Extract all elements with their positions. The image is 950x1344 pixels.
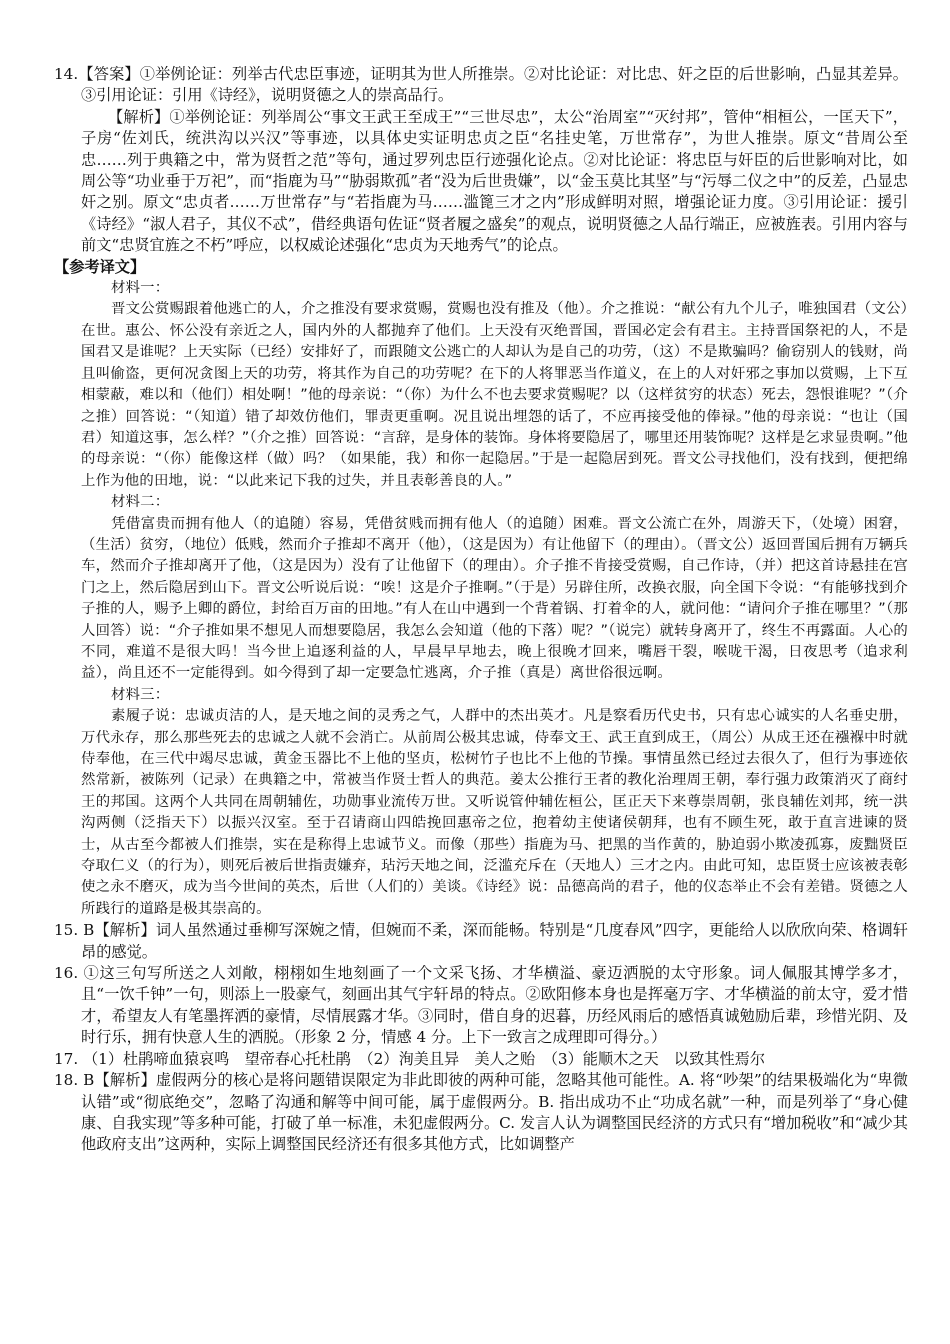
material-1-title: 材料一： xyxy=(111,280,170,297)
q15-answer: 15. B【解析】词人虽然通过垂柳写深婉之情，但婉而不柔，深而能畅。特别是“几度春风”四字，更能给人以欣欣向荣、格调轩昂的感觉。 xyxy=(54,921,908,961)
q14-answer: 14.【答案】①举例论证：列举古代忠臣事迹，证明其为世人所推崇。②对比论证：对比忠、奸之臣的后世影响，凸显其差异。③引用论证：引用《诗经》，说明贤德之人的崇高品行。 xyxy=(54,65,908,105)
q14-analysis: 【解析】①举例论证：列举周公“事文王武王至成王”“三世尽忠”，太公“治周室”“灭纣邦”，管仲“相桓公，一匡天下”，子房“佐刘氏，统洪沟以兴汉”等事迹，以具体史实证明忠贞之臣“名挂史笔，万世常存”，为世人推崇。原文“昔周公至忠……列于典籍之中，常为贤哲之范”等句，通过罗列忠臣行迹强化论点。②对比论证：将忠臣与奸臣的后世影响对比，如周公等“功业垂于万祀”，而“指鹿为马”“胁弱欺孤”者“没为后世贵嫌”，以“金玉莫比其坚”与“污辱二仪之中”的反差，凸显忠奸之别。原文“忠贞者……万世常存”与“若指鹿为马……滥篦三才之内”形成鲜明对照，增强论证力度。③引用论证：援引《诗经》“淑人君子，其仪不忒”，借经典语句佐证“贤者履之盛矣”的观点，说明贤德之人品行端正，应被旌表。引用内容与前文“忠贤宜旌之不朽”呼应，以权威论述强化“忠贞为天地秀气”的论点。 xyxy=(81,107,908,255)
material-3-title: 材料三： xyxy=(111,686,170,703)
material-3-text: 素履子说：忠诚贞洁的人，是天地之间的灵秀之气，人群中的杰出英才。凡是察看历代史书，只有忠心诚实的人名垂史册，万代永存，那么那些死去的忠诚之人就不会消亡。从前周公极其忠诚，侍奉文王、武王直到成王，（周公）从成王还在襁褓中时就侍奉他，在三代中竭尽忠诚，黄金玉器比不上他的坚贞，松树竹子也比不上他的节操。事情虽然已经过去很久了，但行为事迹依然常新，被陈列（记录）在典籍之中，常被当作贤士哲人的典范。姜太公推行王者的教化治理周王朝，奉行强力政策消灭了商纣王的邦国。这两个人共同在周朝辅佐，功勋事业流传万世。又听说管仲辅佐桓公，匡正天下来尊崇周朝，张良辅佐刘邦，统一洪沟两侧（泛指天下）以振兴汉室。至于召请商山四皓挽回惠帝之位，抱着幼主使诸侯朝拜，也有不顾生死，敢于直言进谏的贤士，从古至今都被人们推崇，实在是称得上忠诚节义。而像（那些）指鹿为马、把黑的当作黄的，胁迫弱小欺凌孤寡，废黜贤臣夺取仁义（的行为），则死后被后世指责嫌弃，玷污天地之间，泛滥充斥在（天地人）三才之内。由此可知，忠臣贤士应该被表彰使之永不磨灭，成为当今世间的英杰，后世（人们的）美谈。《诗经》说：品德高尚的君子，他的仪态举止不会有差错。贤德之人所践行的道路是极其崇高的。 xyxy=(81,708,908,917)
q18-answer: 18. B【解析】虚假两分的核心是将问题错误限定为非此即彼的两种可能，忽略其他可能性。A. 将“吵架”的结果极端化为“卑微认错”或“彻底绝交”，忽略了沟通和解等中间可能，属于虚假两分。B. 指出成功不止“功成名就”一种，而是列举了“身心健康、自我实现”等多种可能，打破了单一标准，未犯虚假两分。C. 发言人认为调整国民经济的方式只有“增加税收”和“减少其他政府支出”这两种，实际上调整国民经济还有很多其他方式，比如调整产 xyxy=(54,1071,908,1154)
q17-answer: 17. （1）杜鹃啼血猿哀鸣 望帝春心托杜鹃 （2）洵美且异 美人之贻 （3）能顺木之天 以致其性焉尔 xyxy=(54,1049,766,1068)
translation-header: 【参考译文】 xyxy=(54,257,146,276)
material-1-text: 晋文公赏赐跟着他逃亡的人，介之推没有要求赏赐，赏赐也没有推及（他）。介之推说：“献公有九个儿子，唯独国君（文公）在世。惠公、怀公没有亲近之人，国内外的人都抛弃了他们。上天没有灭绝晋国，晋国必定会有君主。主持晋国祭祀的人，不是国君又是谁呢？上天实际（已经）安排好了，而跟随文公逃亡的人却认为是自己的功劳，（这）不是欺骗吗？偷窃别人的钱财，尚且叫偷盗，更何况贪图上天的功劳，将其作为自己的功劳呢？在下的人将罪恶当作道义，在上的人对奸邪之事加以赏赐，上下互相蒙蔽，难以和（他们）相处啊！”他的母亲说：“（你）为什么不也去要求赏赐呢？以（这样贫穷的状态）死去，怨恨谁呢？”（介之推）回答说：“（知道）错了却效仿他们，罪责更重啊。况且说出埋怨的话了，不应再接受他的俸禄。”他的母亲说：“也让（国君）知道这事，怎么样？”（介之推）回答说：“言辞，是身体的装饰。身体将要隐居了，哪里还用装饰呢？这样是乞求显贵啊。”他的母亲说：“（你）能像这样（做）吗？（如果能，我）和你一起隐居。”于是一起隐居到死。晋文公寻找他们，没有找到，便把绵上作为他的田地，说：“以此来记下我的过失，并且表彰善良的人。” xyxy=(81,301,908,489)
q16-answer: 16. ①这三句写所送之人刘敞，栩栩如生地刻画了一个文采飞扬、才华横溢、豪迈洒脱的太守形象。词人佩服其博学多才，且“一饮千钟”一句，则添上一股豪气，刻画出其气宇轩昂的特点。②欧阳修本身也是挥毫万字、才华横溢的前太守，爱才惜才，希望友人有笔墨挥洒的豪情，尽情展露才华。③同时，借自身的迟暮，历经风雨后的感悟真诚勉励后辈，珍惜光阴、及时行乐，拥有快意人生的洒脱。（形象 2 分，情感 4 分。上下一致言之成理即可得分。） xyxy=(54,964,908,1047)
material-2-text: 凭借富贵而拥有他人（的追随）容易，凭借贫贱而拥有他人（的追随）困难。晋文公流亡在外，周游天下，（处境）困窘，（生活）贫穷，（地位）低贱，然而介子推却不离开（他），（这是因为）有让他留下（的理由）。（晋文公）返回晋国后拥有万辆兵车，然而介子推却离开了他，（这是因为）没有了让他留下（的理由）。介子推不肯接受赏赐，自己作诗，（并）把这首诗悬挂在宫门之上，然后隐居到山下。晋文公听说后说：“唉！这是介子推啊。”（于是）另辟住所，改换衣服，向全国下令说：“有能够找到介子推的人，赐予上卿的爵位，封给百万亩的田地。”有人在山中遇到一个背着锅、打着伞的人，就问他：“请问介子推在哪里？”（那人回答）说：“介子推如果不想见人而想要隐居，我怎么会知道（他的下落）呢？”（说完）就转身离开了，终生不再露面。人心的不同，难道不是很大吗！当今世上追逐利益的人，早晨早早地去，晚上很晚才回来，嘴唇干裂，喉咙干渴，日夜思考（追求利益），尚且还不一定能得到。如今得到了却一定要急忙逃离，介子推（真是）离世俗很远啊。 xyxy=(81,515,908,682)
material-2-title: 材料二： xyxy=(111,494,170,511)
